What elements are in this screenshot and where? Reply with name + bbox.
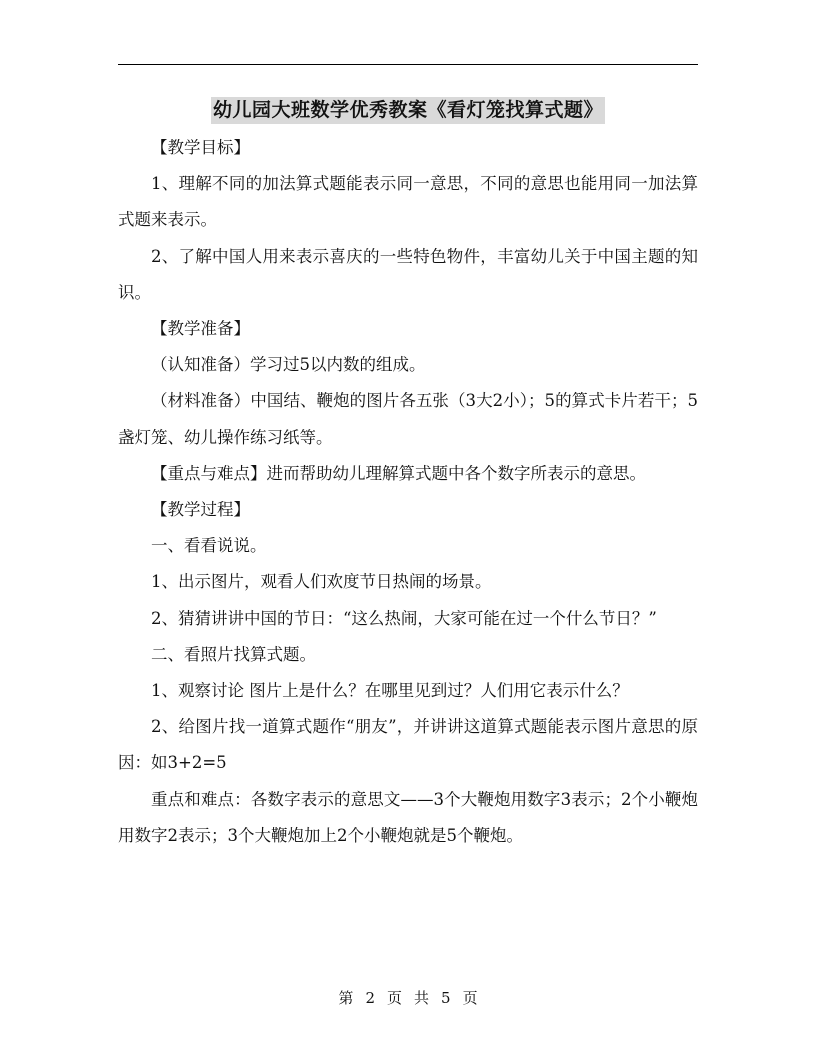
paragraph: 二、看照片找算式题。 bbox=[151, 644, 316, 664]
paragraph: 1、理解不同的加法算式题能表示同一意思，不同的意思也能用同一加法算式题来表示。 bbox=[118, 174, 698, 230]
paragraph: 1、出示图片，观看人们欢度节日热闹的场景。 bbox=[151, 572, 492, 592]
title-block bbox=[0, 97, 816, 124]
paragraph: 2、了解中国人用来表示喜庆的一些特色物件，丰富幼儿关于中国主题的知识。 bbox=[118, 246, 698, 302]
footer-ye: 页 bbox=[386, 989, 402, 1007]
paragraph: 【重点与难点】进而帮助幼儿理解算式题中各个数字所表示的意思。 bbox=[151, 463, 646, 483]
paragraph: （认知准备）学习过5以内数的组成。 bbox=[151, 355, 426, 375]
section-heading-goals: 【教学目标】 bbox=[151, 138, 250, 157]
paragraph: 一、看看说说。 bbox=[151, 536, 267, 556]
document-title: 幼儿园大班数学优秀教案《看灯笼找算式题》 bbox=[211, 97, 605, 124]
header-rule bbox=[118, 64, 698, 65]
document-body bbox=[118, 130, 698, 854]
paragraph: 2、猜猜讲讲中国的节日：“这么热闹，大家可能在过一个什么节日？” bbox=[151, 608, 657, 628]
paragraph: 重点和难点：各数字表示的意思文——3个大鞭炮用数字3表示；2个小鞭炮用数字2表示；3个大鞭炮加上2个小鞭炮就是5个鞭炮。 bbox=[118, 789, 698, 845]
section-heading-process: 【教学过程】 bbox=[151, 500, 250, 520]
footer-ye2: 页 bbox=[462, 989, 478, 1007]
paragraph: 1、观察讨论 图片上是什么？在哪里见到过？人们用它表示什么？ bbox=[151, 681, 629, 701]
page-footer bbox=[0, 987, 816, 1008]
paragraph: （材料准备）中国结、鞭炮的图片各五张（3大2小）；5的算式卡片若干；5盏灯笼、幼儿操作练习纸等。 bbox=[118, 391, 698, 447]
footer-page-number: 2 bbox=[365, 989, 375, 1007]
footer-gong: 共 bbox=[414, 989, 430, 1007]
section-heading-preparation: 【教学准备】 bbox=[151, 319, 250, 339]
footer-total-pages: 5 bbox=[441, 989, 451, 1007]
footer-di: 第 bbox=[338, 989, 354, 1007]
paragraph: 2、给图片找一道算式题作“朋友”，并讲讲这道算式题能表示图片意思的原因：如3+2=5 bbox=[118, 717, 698, 773]
